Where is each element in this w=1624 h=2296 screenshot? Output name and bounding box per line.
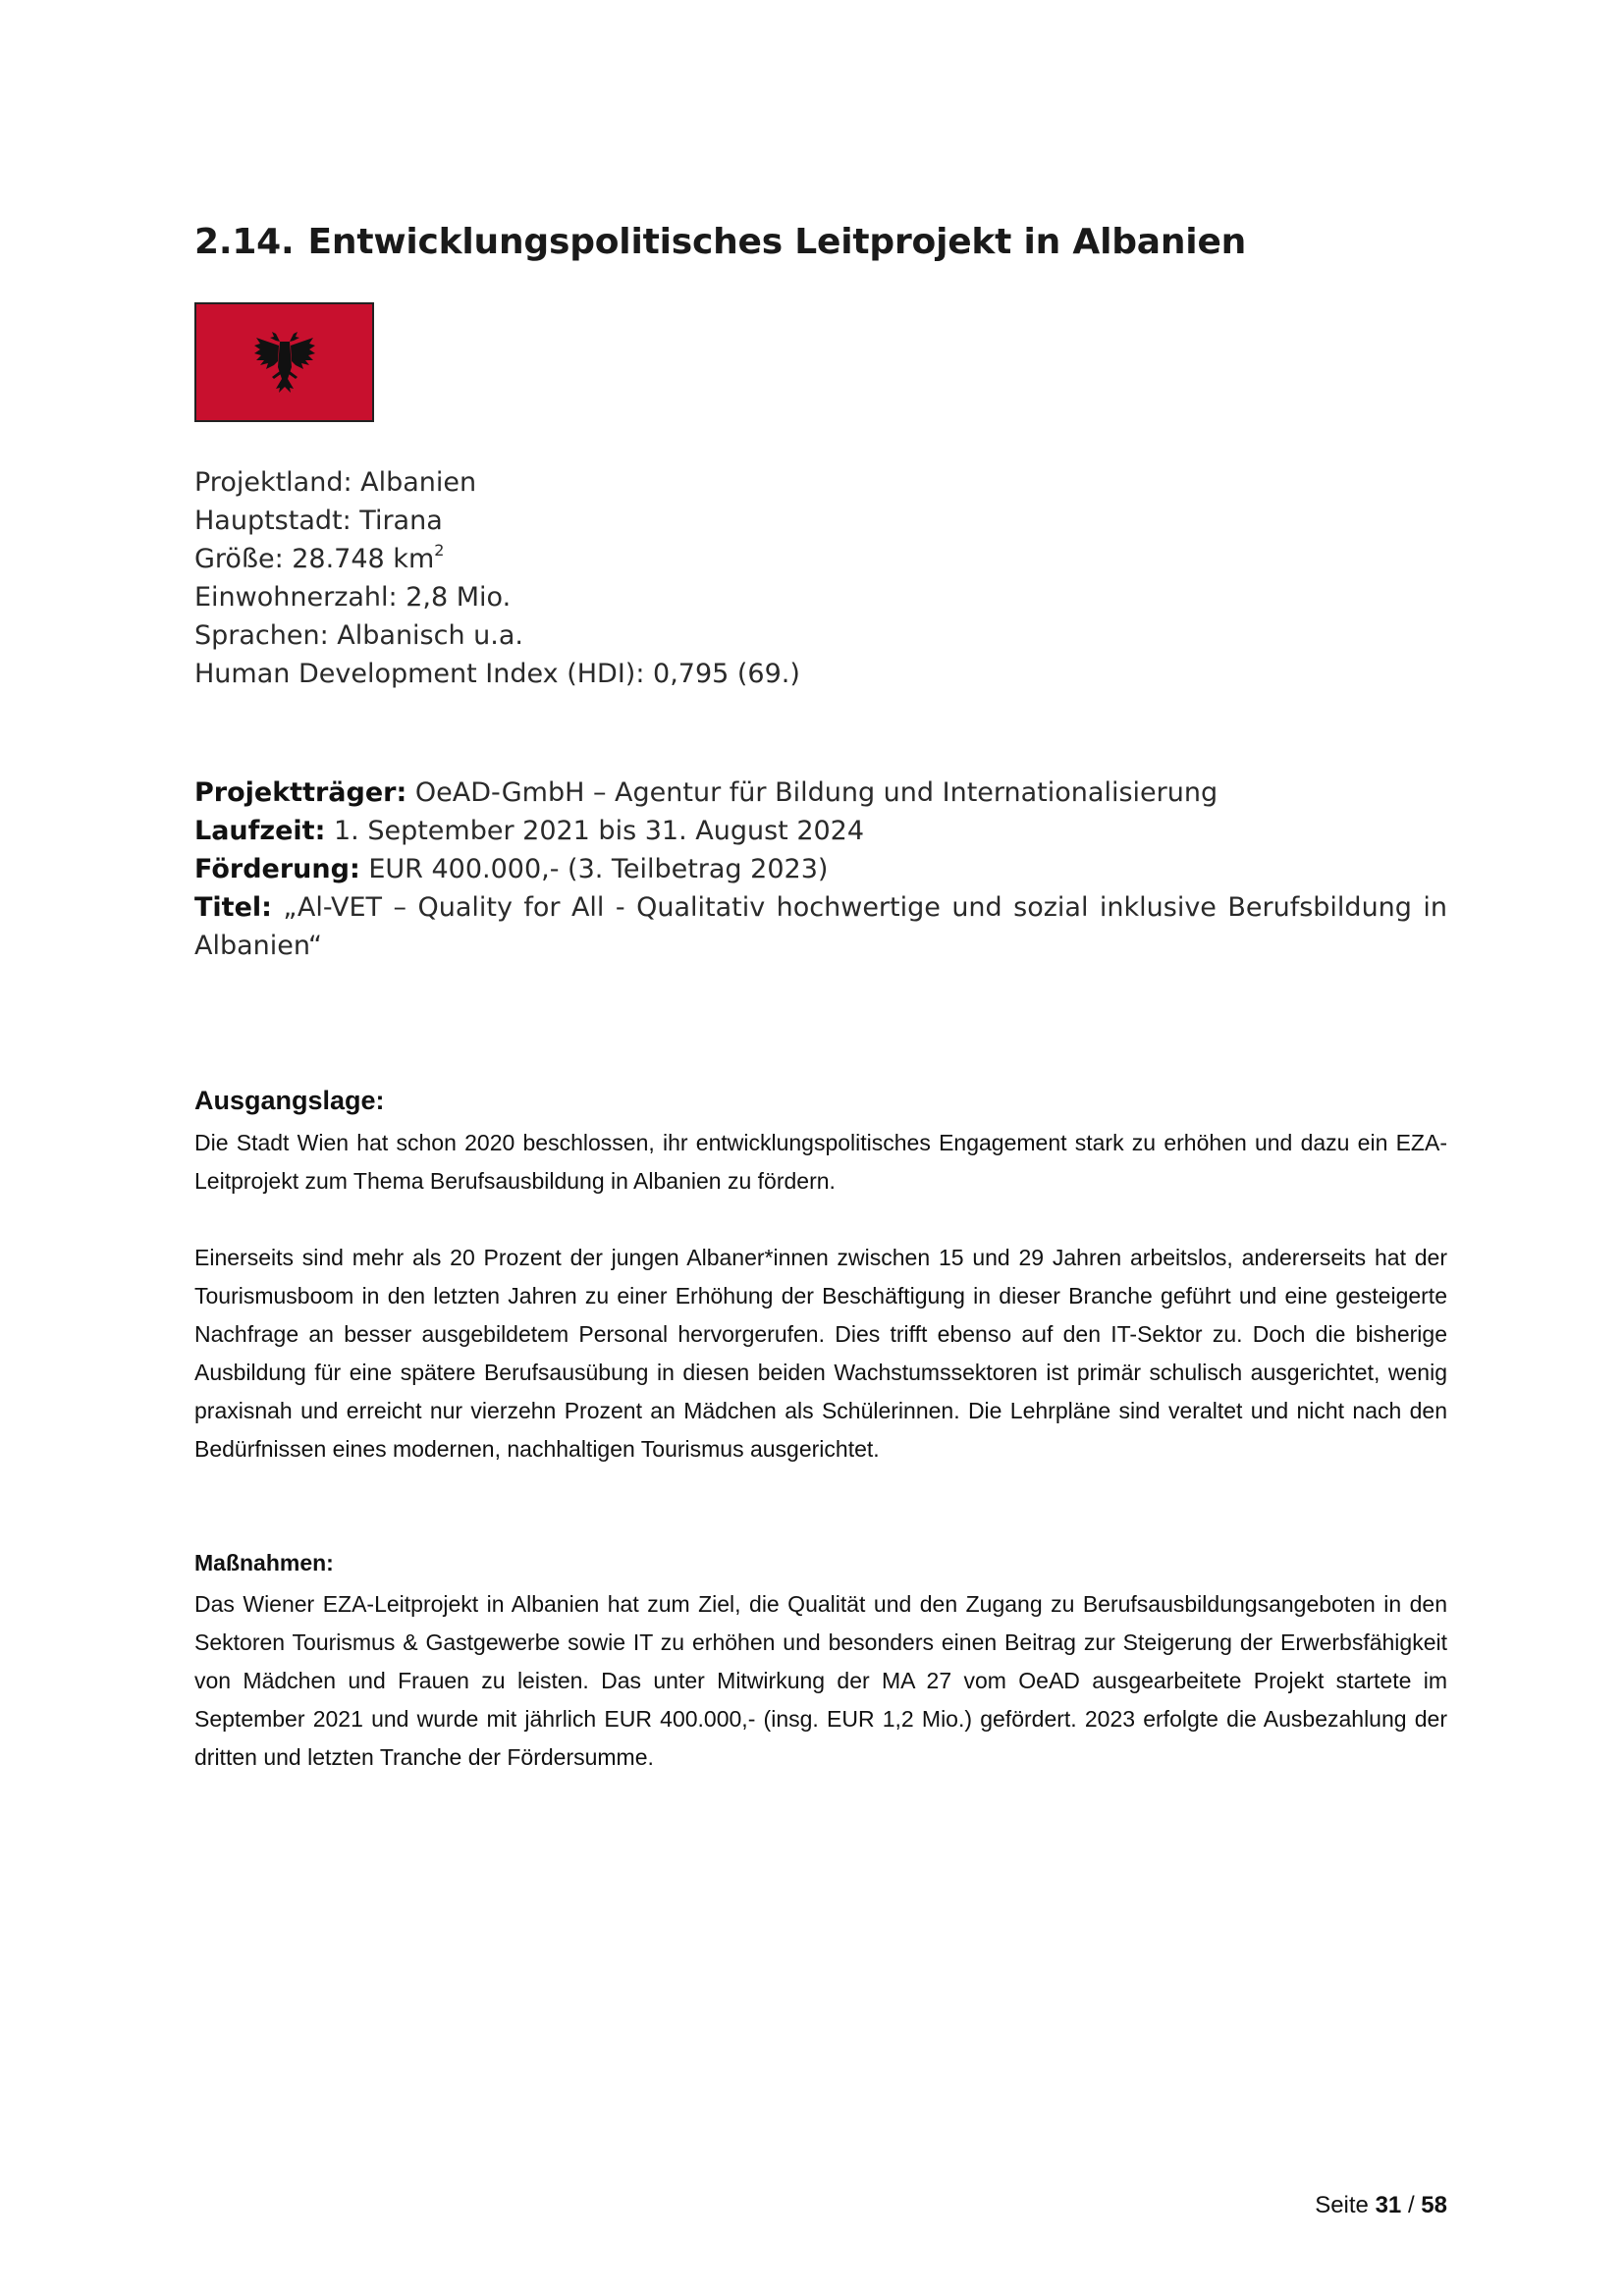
project-titel-label: Titel: <box>194 892 272 923</box>
page-total: 58 <box>1421 2192 1447 2218</box>
fact-hauptstadt: Hauptstadt: Tirana <box>194 506 443 536</box>
project-traeger-label: Projektträger: <box>194 777 407 808</box>
fact-groesse-value: Größe: 28.748 km <box>194 544 435 574</box>
section-number: 2.14. <box>194 222 295 263</box>
project-traeger-value: OeAD-GmbH – Agentur für Bildung und Internationalisierung <box>406 777 1218 808</box>
ausgangslage-paragraph-1: Die Stadt Wien hat schon 2020 beschlossen, ihr entwicklungspolitisches Engagement stark zu erhöhen und dazu ein EZA-Leitprojekt zum Thema Berufsausbildung in Albanien zu fördern. <box>194 1130 1447 1194</box>
massnahmen-paragraph: Das Wiener EZA-Leitprojekt in Albanien hat zum Ziel, die Qualität und den Zugang zu Berufsausbildungsangeboten in den Sektoren Tourismus & Gastgewerbe sowie IT zu erhöhen und besonders einen Beitrag zur Steigerung der Erwerbsfähigkeit von Mädchen und Frauen zu leisten. Das unter Mitwirkung der MA 27 vom OeAD ausgearbeitete Projekt startete im September 2021 und wurde mit jährlich EUR 400.000,- (insg. EUR 1,2 Mio.) gefördert. 2023 erfolgte die Ausbezahlung der dritten und letzten Tranche der Fördersumme. <box>194 1591 1447 1770</box>
project-foerderung-label: Förderung: <box>194 854 360 884</box>
project-laufzeit-label: Laufzeit: <box>194 816 326 846</box>
project-titel-value: „Al-VET – Quality for All - Qualitativ hochwertige und sozial inklusive Berufsbildung in Albanien“ <box>194 892 1447 961</box>
project-laufzeit <box>194 812 1447 850</box>
fact-einwohner: Einwohnerzahl: 2,8 Mio. <box>194 582 512 613</box>
double-headed-eagle-icon <box>252 328 317 397</box>
fact-groesse-superscript: 2 <box>434 541 445 560</box>
ausgangslage-heading: Ausgangslage: <box>194 1086 385 1115</box>
page-prefix: Seite <box>1315 2192 1376 2218</box>
massnahmen-heading: Maßnahmen: <box>194 1550 334 1575</box>
project-laufzeit-value: 1. September 2021 bis 31. August 2024 <box>325 816 865 846</box>
page-separator: / <box>1401 2192 1422 2218</box>
project-foerderung <box>194 850 1447 888</box>
project-foerderung-value: EUR 400.000,- (3. Teilbetrag 2023) <box>359 854 829 884</box>
section-title: Entwicklungspolitisches Leitprojekt in Albanien <box>307 222 1247 263</box>
albania-flag-icon <box>194 302 374 422</box>
fact-hdi: Human Development Index (HDI): 0,795 (69.) <box>194 659 800 689</box>
ausgangslage-paragraph-2: Einerseits sind mehr als 20 Prozent der jungen Albaner*innen zwischen 15 und 29 Jahren arbeitslos, andererseits hat der Tourismusboom in den letzten Jahren zu einer Erhöhung der Beschäftigung in dieser Branche geführt und eine gesteigerte Nachfrage an besser ausgebildetem Personal hervorgerufen. Dies trifft ebenso auf den IT-Sektor zu. Doch die bisherige Ausbildung für eine spätere Berufsausübung in diesen beiden Wachstumssektoren ist primär schulisch ausgerichtet, wenig praxisnah und erreicht nur vierzehn Prozent an Mädchen als Schülerinnen. Die Lehrpläne sind veraltet und nicht nach den Bedürfnissen eines modernen, nachhaltigen Tourismus ausgerichtet. <box>194 1245 1447 1462</box>
fact-projektland: Projektland: Albanien <box>194 467 477 498</box>
project-traeger <box>194 774 1447 812</box>
page-number <box>1315 2192 1447 2219</box>
country-facts <box>194 463 800 693</box>
section-heading <box>194 222 1246 262</box>
project-titel <box>194 888 1447 965</box>
fact-groesse <box>194 540 800 578</box>
project-details <box>194 774 1447 965</box>
page-current: 31 <box>1375 2192 1402 2218</box>
fact-sprachen: Sprachen: Albanisch u.a. <box>194 620 523 651</box>
